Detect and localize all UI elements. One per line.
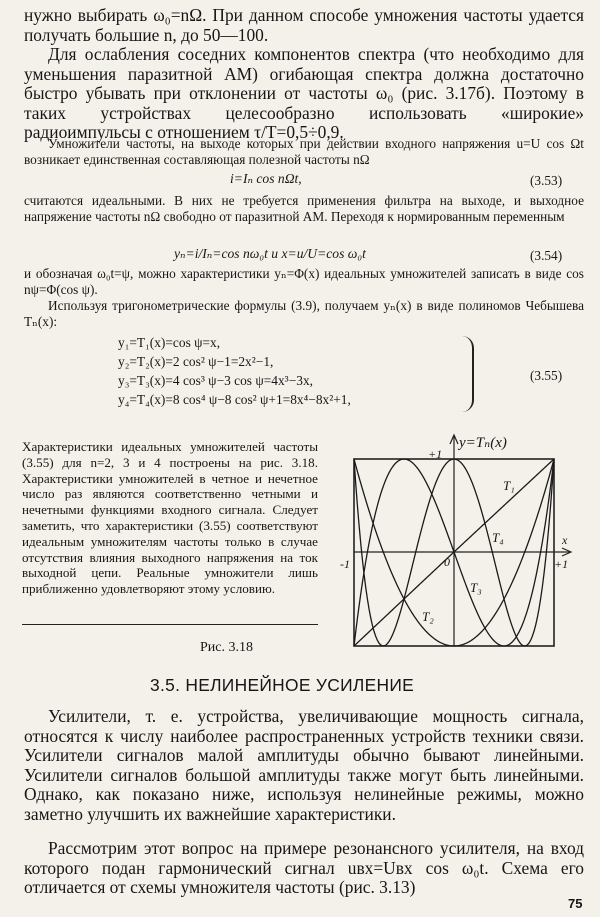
paragraph-figure-description: Характеристики идеальных умножителей частоты (3.55) для n=2, 3 и 4 построены на рис. 3.18. Характеристики умножителей в четное и нечетное число раз являются соответственно четными и нечетными функциями входного сигнала. Следует заметить, что характеристики (3.55) соответствуют идеальным умножителям частоты только в случае отсутствия влияния выходного напряжения на ток выходной цепи. Реальные умножители лишь приближенно удовлетворяют этому условию.	[22, 439, 318, 597]
equation-y4: y₄=T₄(x)=8 cos⁴ ψ−8 cos² ψ+1=8x⁴−8x²+1,	[118, 392, 351, 407]
curve-label-t4: T₄	[492, 530, 504, 545]
paragraph-intro: нужно выбирать ω₀=nΩ. При данном способе умножения частоты удается получать большие n, до 50—100.	[24, 5, 584, 45]
label-x: x	[562, 533, 568, 547]
section-title: 3.5. НЕЛИНЕЙНОЕ УСИЛЕНИЕ	[150, 675, 415, 695]
equation-system-3-55	[118, 333, 351, 409]
equation-y1: y₁=T₁(x)=cos ψ=x,	[118, 335, 221, 350]
equation-number-3-54: (3.54)	[530, 248, 563, 263]
equation-number-3-55: (3.55)	[530, 368, 563, 383]
paragraph-chebyshev: Используя тригонометрические формулы (3.9), получаем yₙ(x) в виде полиномов Чебышева Tₙ(x):	[24, 298, 584, 330]
equation-3-53: i=Iₙ cos nΩt,	[230, 171, 302, 186]
label-zero: 0	[444, 555, 450, 569]
equation-y3: y₃=T₃(x)=4 cos³ ψ−3 cos ψ=4x³−3x,	[118, 373, 313, 388]
curve-label-t3: T₃	[470, 580, 482, 595]
curve-label-t1: T₁	[503, 478, 515, 493]
paragraph-spectrum: Для ослабления соседних компонентов спектра (что необходимо для уменьшения паразитной АМ) огибающая спектра должна достаточно быстро убывать при отклонении от частоты ω₀ (рис. 3.17б). Поэтому в таких устройствах целесообразно использовать «широкие» радиоимпульсы с отношением τ/T=0,5÷0,9.	[24, 44, 584, 143]
paragraph-characteristics: и обозначая ω₀t=ψ, можно характеристики yₙ=Φ(x) идеальных умножителей записать в виде cos nψ=Φ(cos ψ).	[24, 266, 584, 298]
curve-label-t2: T₂	[422, 609, 434, 624]
label-minus1: -1	[340, 557, 350, 571]
label-plus1-right: +1	[554, 557, 569, 571]
equation-y2: y₂=T₂(x)=2 cos² ψ−1=2x²−1,	[118, 354, 274, 369]
figure-caption: Рис. 3.18	[200, 640, 253, 655]
divider-rule	[22, 624, 318, 625]
label-plus1-top: +1	[428, 447, 443, 461]
figure-title: y=Tₙ(x)	[459, 435, 507, 451]
paragraph-resonant-amplifier: Рассмотрим этот вопрос на примере резонансного усилителя, на вход которого подан гармонический сигнал uвх=Uвх cos ω₀t. Схема его отличается от схемы умножителя частоты (рис. 3.13)	[24, 838, 584, 898]
paragraph-amplifiers: Усилители, т. е. устройства, увеличивающие мощность сигнала, относятся к числу наиболее распространенных устройств техники связи. Усилители сигналов малой амплитуды обычно бывают линейными. Усилители сигналов большой амплитуды также могут быть линейными. Однако, как показано ниже, используя нелинейные режимы, можно заметно улучшить их важнейшие характеристики.	[24, 706, 584, 824]
equation-brace	[462, 336, 474, 412]
equation-3-54: yₙ=i/Iₙ=cos nω₀t и x=u/U=cos ω₀t	[174, 246, 366, 261]
equation-number-3-53: (3.53)	[530, 173, 563, 188]
paragraph-ideal-multipliers: Умножители частоты, на выходе которых при действии входного напряжения u=U cos Ωt возникает единственная составляющая полезной частоты nΩ	[24, 136, 584, 168]
paragraph-normalized: считаются идеальными. В них не требуется применения фильтра на выходе, и выходное напряжение частоты nΩ свободно от паразитной АМ. Переходя к нормированным переменным	[24, 193, 584, 225]
chebyshev-figure	[340, 432, 585, 660]
page-number: 75	[568, 896, 583, 911]
